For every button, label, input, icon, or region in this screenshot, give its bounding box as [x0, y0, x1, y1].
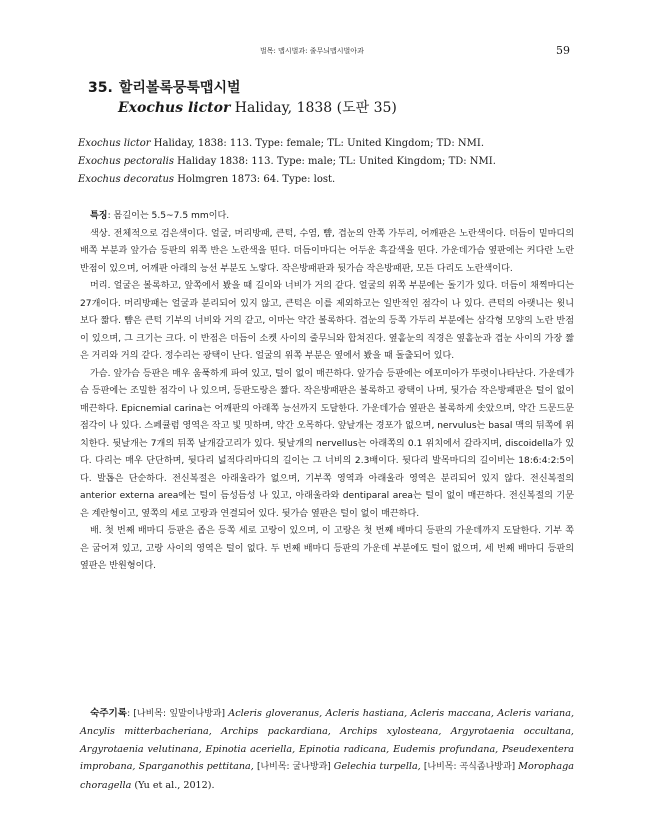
thorax-text: 가슴. 앞가슴 등판은 매우 움푹하게 파여 있고, 털이 없이 매끈하다. 앞가슴 등판에는 에포미아가 뚜렷이나타난다. 가운데가슴 등판에는 조밀한 점각이 나 있으며, 등판도랑은 짧다. 작은방패판은 볼록하고 광택이 나며, 뒷가슴 작은방패판은 털이 없이 매끈하다. Epicnemial carina는 어깨판의 아래쪽 능선까지 도달한다. 가운데가슴 옆판은 볼록하게 솟았으며, 약간 드문드문 점각이 나 있다. 스페큘럼 영역은 작고 빛 밋하며, 약간 오목하다. 앞날개는 경포가 없으며, nervulus는 basal 맥의 뒤쪽에 위치한다. 뒷날개는 7개의 뒤쪽 날개갈고리가 있다. 뒷날개의 nervellus는 아래쪽의 0.1 위치에서 갈라지며, discoidella가 있다. 다리는 매우 단단하며, 뒷다리 넓적다리마디의 길이는 그 너비의 2.3배이다. 뒷다리 발목마디의 길이비는 18:6:4:2:5이다. 발톱은 단순하다. 전신복절은 아래울라가 없으며, 기부쪽 영역과 아래울라 영역은 분리되어 있지 않다. 전신복절의 anterior externa area에는 털이 듬성듬성 나 있고, 아래울라와 dentiparal area는 털이 없이 매끈하다. 전신복절의 기문은 계란형이고, 옆쪽의 세로 고랑과 연결되어 있다. 뒷가슴 옆판은 털이 없이 매끈하다.	[80, 368, 574, 519]
host-species-list: Acleris gloveranus, Acleris hastiana, Acleris maccana, Acleris variana, Ancylis mitterbacheriana, Archips packardiana, Archips xylosteana, Argyrotaenia occultana, Argyrotaenia velutinana, Epinotia aceriella, Epinotia radicana, Eudemis profundana, Pseudexentera improbana, Sparganothis pettitana,	[80, 707, 574, 773]
description-color	[80, 226, 574, 279]
description-features	[80, 208, 574, 226]
synonym-list	[78, 135, 578, 188]
species-scientific-name: Exochus lictor	[118, 100, 231, 116]
synonym-entry	[78, 135, 578, 153]
synonym-name: Exochus lictor	[78, 138, 151, 149]
species-number: 35.	[88, 80, 113, 96]
host-family-gelechiidae: [나비목: 굴나방과]	[256, 762, 334, 773]
species-korean-name: 할리볼록뭉툭맵시벌	[118, 80, 241, 96]
species-author-year: Haliday, 1838 (도판 35)	[230, 100, 397, 116]
synonym-entry	[78, 171, 578, 189]
host-citation: (Yu et al., 2012).	[134, 779, 215, 791]
species-korean-title	[88, 78, 568, 98]
synonym-name: Exochus pectoralis	[78, 155, 174, 167]
host-species-morophaga: Morophaga choragella	[80, 761, 575, 791]
abdomen-text: 배. 첫 번째 배마디 등판은 좁은 등쪽 세로 고랑이 있으며, 이 고랑은 첫 번째 배마디 등판의 가운데까지 도달한다. 기부 쪽은 굽어져 있고, 고랑 사이의 영역은 털이 없다. 두 번째 배마디 등판의 가운데 부분에도 털이 없으며, 세 번째 배마디 등판의 옆판은 반원형이다.	[80, 526, 574, 571]
synonym-entry	[78, 153, 578, 171]
description-abdomen	[80, 523, 574, 576]
head-text: 머리. 얼굴은 볼록하고, 앞쪽에서 봤을 때 길이와 너비가 거의 같다. 얼굴의 위쪽 부분에는 돌기가 있다. 더듬이 채찍마디는 27개이다. 머리방패는 얼굴과 분리되어 있지 않고, 큰턱은 이를 제외하고는 일반적인 점각이 나 있다. 큰턱의 아랫니는 윗니보다 짧다. 뺨은 큰턱 기부의 너비와 거의 같고, 이마는 약간 볼록하다. 겹눈의 등쪽 가두리 부분에는 삼각형 모양의 노란 반점이 있으며, 그 크기는 크다. 이 반점은 더듬이 소켓 사이의 줄무늬와 합쳐진다. 옆홑눈의 직경은 옆홑눈과 겹눈 사이의 가장 짧은 거리와 거의 같다. 정수리는 광택이 난다. 얼굴의 위쪽 부분은 옆에서 봤을 때 돌출되어 있다.	[80, 281, 574, 361]
species-title	[88, 78, 568, 118]
features-heading: 특징	[90, 211, 108, 221]
features-text: : 몸길이는 5.5~7.5 mm이다.	[107, 211, 230, 221]
description-body	[80, 208, 574, 576]
page-header	[240, 46, 570, 62]
page-number: 59	[556, 44, 570, 57]
host-records	[80, 705, 574, 795]
description-thorax	[80, 366, 574, 524]
color-text: 색상. 전체적으로 검은색이다. 얼굴, 머리방패, 큰턱, 수염, 뺨, 겹눈의 안쪽 가두리, 어깨판은 노란색이다. 더듬이 밑마디의 배쪽 부분과 앞가슴 등판의 위쪽 반은 노란색을 띤다. 더듬이마디는 어두운 흑갈색을 띤다. 가운데가슴 옆판에는 커다란 노란 반점이 있으며, 어깨판 아래의 능선 부분도 노랗다. 작은방패판과 뒷가슴 작은방패판, 모든 다리도 노란색이다.	[80, 228, 574, 274]
host-species-gelechia: Gelechia turpella,	[333, 761, 424, 773]
synonym-details: Holmgren 1873: 64. Type: lost.	[174, 173, 336, 185]
running-head: 벌목: 맵시벌과: 줄무늬맵시벌아과	[260, 47, 364, 55]
synonym-details: Haliday, 1838: 113. Type: female; TL: United Kingdom; TD: NMI.	[150, 138, 484, 149]
synonym-details: Haliday 1838: 113. Type: male; TL: United Kingdom; TD: NMI.	[173, 155, 496, 167]
description-head	[80, 278, 574, 366]
synonym-name: Exochus decoratus	[78, 173, 175, 185]
species-scientific-title	[88, 98, 568, 118]
host-family-tineidae: [나비목: 곡식좀나방과]	[423, 762, 519, 773]
host-family-lepidoptera-tortricidae: : [나비목: 잎말이나방과]	[127, 708, 229, 719]
host-records-heading: 숙주기록	[90, 707, 128, 719]
